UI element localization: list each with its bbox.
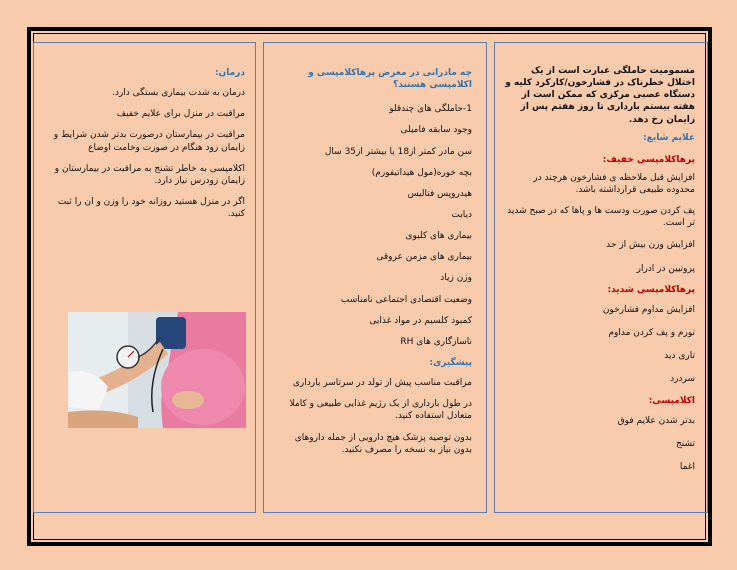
list-item: بچه خوره(مول هیداتیفورم) [371, 167, 472, 178]
symptoms-heading: علایم شایع: [643, 132, 695, 143]
list-item: وجود سابقه فامیلی [400, 125, 472, 136]
list-item: 1-حاملگی های چندقلو [389, 104, 472, 115]
list-item: پف کردن صورت ودست ها و پاها که در صبح شدید تر است. [507, 206, 695, 229]
list-item: مراقبت مناسب پیش از تولد در سرتاسر بارداری [292, 378, 472, 389]
treatment-list [44, 87, 245, 220]
mild-list [505, 172, 695, 275]
list-item: درمان به شدت بیماری بستگی دارد. [112, 88, 245, 99]
severe-heading: پرهاکلامپسی شدید: [607, 284, 695, 295]
severe-list [505, 304, 695, 386]
list-item: مراقبت در منزل برای علایم خفیف [116, 109, 245, 120]
eclampsia-heading: اکلامپسی: [648, 395, 695, 406]
eclampsia-list [505, 415, 695, 473]
prevention-list [274, 377, 472, 456]
list-item: بیماری های کلیوی [405, 231, 472, 242]
treatment-heading: درمان: [214, 68, 245, 78]
blood-pressure-illustration [68, 312, 246, 428]
list-item: وزن زیاد [440, 273, 472, 284]
list-item: دیابت [451, 209, 472, 220]
list-item: بیماری های مزمن عروقی [376, 252, 472, 263]
list-item: مراقبت در بیمارستان درصورت بدتر شدن شرایط و زایمان زود هنگام در صورت وخامت اوضاع [53, 130, 245, 153]
list-item: سن مادر کمتر از18 یا بیشتر از35 سال [324, 146, 472, 157]
list-item: کمبود کلسیم در مواد غذایی [369, 315, 472, 326]
list-item: اغما [679, 461, 695, 472]
list-item: در طول بارداری از یک رژیم غذایی طبیعی و کاملا متعادل استفاده کنید. [289, 399, 472, 422]
list-item: بدتر شدن علایم فوق [617, 415, 695, 426]
panel-treatment [33, 42, 256, 513]
mild-heading: پرهاکلامپسی خفیف: [602, 154, 695, 165]
intro-paragraph: مسمومیت حاملگی عبارت است از یک اختلال خطرناک در فشارخون/کارکرد کلیه و دستگاه عصبی مرکزی که ممکن است از هفته بیستم بارداری تا روز هفتم پس از زایمان رخ دهد. [505, 66, 695, 125]
blood-pressure-photo [68, 312, 246, 428]
list-item: افزایش وزن بیش از حد [606, 239, 695, 250]
prevention-heading: پیشگیری: [429, 357, 472, 368]
panel-risk-factors [263, 42, 487, 513]
list-item: تورم و پف کردن مداوم [608, 328, 695, 339]
list-item: تشنج [675, 438, 695, 449]
risk-list [274, 103, 472, 348]
list-item: وضعیت اقتصادی اجتماعی نامناسب [340, 294, 472, 305]
list-item: سردرد [670, 374, 695, 385]
list-item: تاری دید [664, 351, 695, 362]
list-item: افزایش قبل ملاحظه ی فشارخون هرچند در محدوده طبیعی قرارداشته باشد. [533, 172, 695, 196]
list-item: اگر در منزل هستید روزانه خود را وزن و ان را ثبت کنید. [57, 196, 245, 220]
list-item: هیدروپس فتالیس [407, 188, 472, 199]
panel-symptoms [494, 42, 708, 513]
list-item: بدون توصیه پزشک هیچ دارویی از جمله داروهای بدون نیاز به نسخه را مصرف نکنید. [294, 432, 472, 455]
list-item: افزایش مداوم فشارخون [602, 304, 695, 315]
list-item: اکلامپسی به خاطر تشنج به مراقبت در بیمارستان و زایمان زودرس نیاز دارد. [54, 163, 245, 186]
list-item: پروتیین در ادرار [636, 263, 695, 274]
list-item: ناسازگاری های RH [400, 336, 472, 347]
risk-heading: چه مادرانی در معرض پرهاکلامپسی و اکلامپسی هستند؟ [308, 68, 472, 91]
